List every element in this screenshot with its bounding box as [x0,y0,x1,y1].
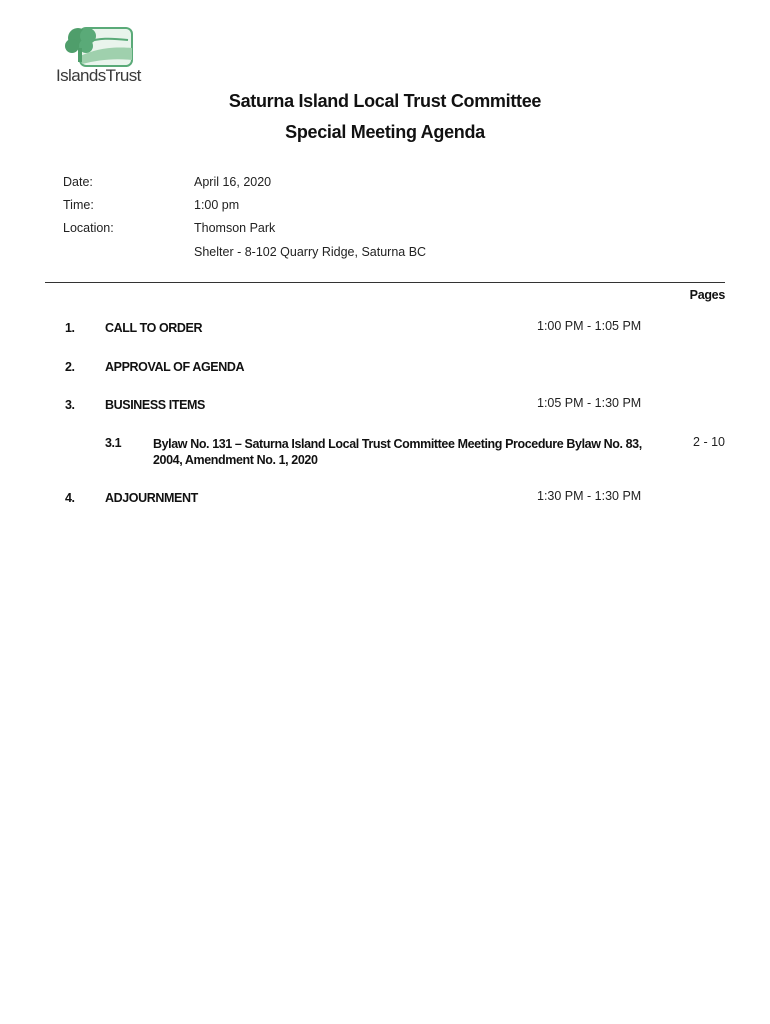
agenda-item-number: 4. [65,491,75,505]
agenda-item-title: CALL TO ORDER [105,321,203,335]
islands-trust-tree-icon [64,26,134,68]
agenda-item-time: 1:05 PM - 1:30 PM [537,396,642,410]
agenda-subitem-title: Bylaw No. 131 – Saturna Island Local Trust Committee Meeting Procedure Bylaw No. 83, 2004, Amendment No. 1, 2020 [153,437,642,467]
pages-column-header: Pages [689,288,725,302]
location-value-line2: Shelter - 8-102 Quarry Ridge, Saturna BC [194,245,427,259]
document-title: Saturna Island Local Trust Committee [228,91,542,111]
agenda-item-title: BUSINESS ITEMS [105,398,205,412]
agenda-item-number: 1. [65,321,75,335]
agenda-item-number: 3. [65,398,75,412]
agenda-subitem-number: 3.1 [105,436,122,450]
document-subtitle: Special Meeting Agenda [285,122,485,142]
agenda-item-title: ADJOURNMENT [105,491,198,505]
agenda-item-number: 2. [65,360,75,374]
islands-trust-logo [56,26,148,88]
time-label: Time: [63,198,94,212]
time-value: 1:00 pm [194,198,240,212]
agenda-item-title: APPROVAL OF AGENDA [105,360,245,374]
logo-text: IslandsTrust [56,66,141,85]
location-value-line1: Thomson Park [194,221,276,235]
date-label: Date: [63,175,93,189]
agenda-item-time: 1:30 PM - 1:30 PM [537,489,642,503]
location-label: Location: [63,221,114,235]
agenda-item-time: 1:00 PM - 1:05 PM [537,319,642,333]
agenda-subitem-pages: 2 - 10 [693,435,725,449]
date-value: April 16, 2020 [194,175,272,189]
section-divider [45,282,725,283]
